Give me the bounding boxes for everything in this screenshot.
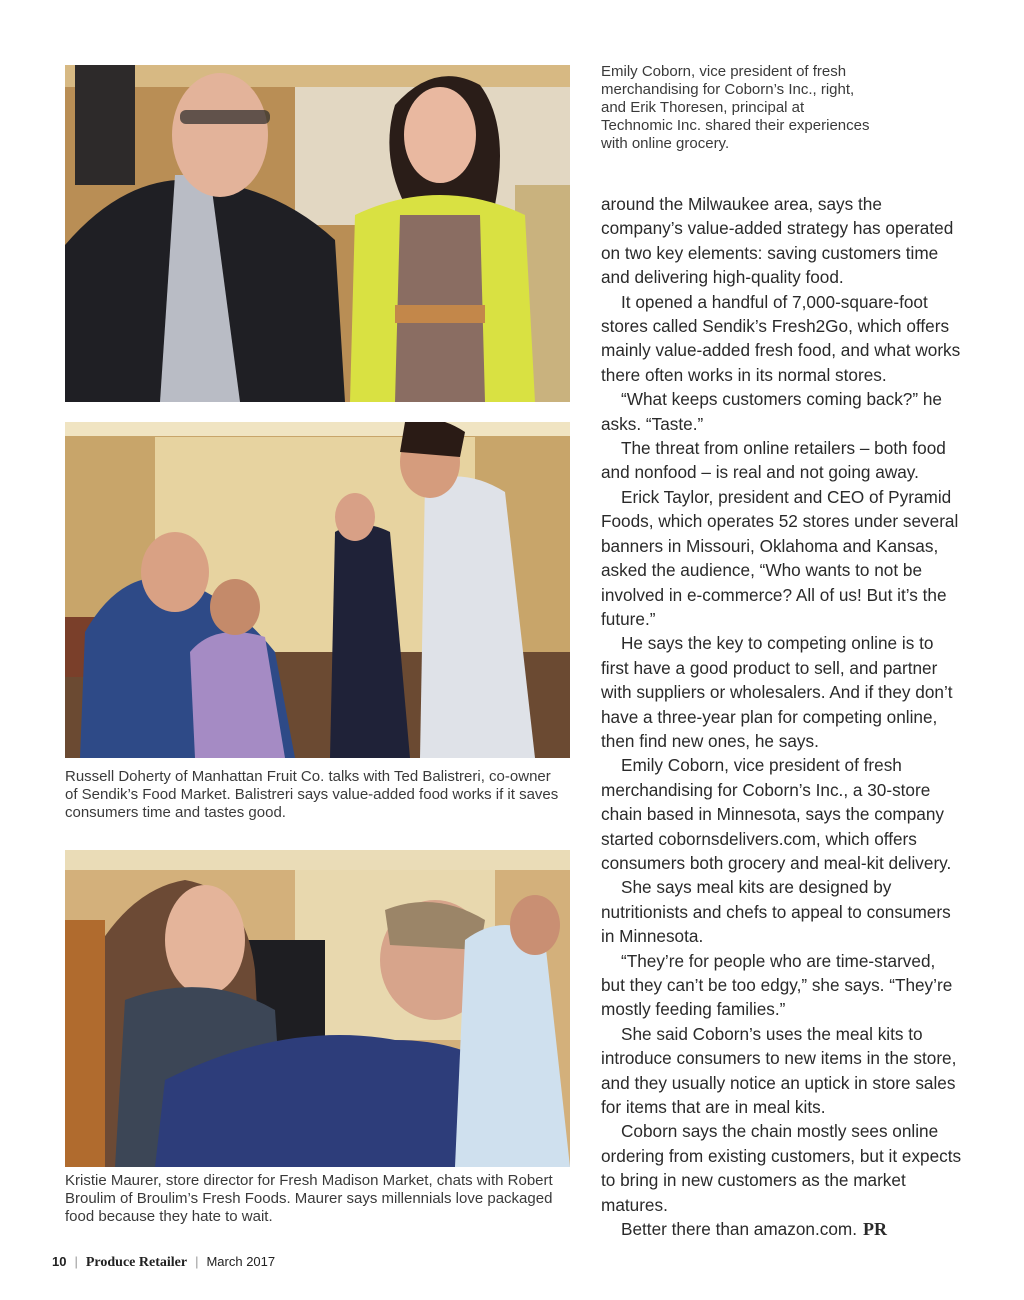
page-number: 10 xyxy=(52,1254,67,1269)
publication-name: Produce Retailer xyxy=(85,1255,188,1270)
article-paragraph: It opened a handful of 7,000-square-foot stores called Sendik’s Fresh2Go, which offers mainly value-added fresh food, and what works there often works in its normal stores. xyxy=(601,291,961,385)
footer-separator: | xyxy=(195,1254,199,1269)
photo-caption-middle: Russell Doherty of Manhattan Fruit Co. talks with Ted Balistreri, co-owner of Sendik’s Food Market. Balistreri says value-added food works if it saves consumers time and tastes good. xyxy=(65,768,559,821)
article-final-paragraph xyxy=(601,1217,963,1241)
end-mark: PR xyxy=(862,1219,887,1240)
article-paragraph: “What keeps customers coming back?” he asks. “Taste.” xyxy=(601,389,942,434)
article-paragraph: Emily Coborn, vice president of fresh merchandising for Coborn’s Inc., a 30-store chain based in Minnesota, says the company started cobornsdelivers.com, which offers consumers both grocery and meal-kit delivery. xyxy=(601,755,952,873)
article-final-text: Better there than amazon.com. xyxy=(621,1219,857,1240)
article-body xyxy=(601,192,963,1241)
photo-coborn-thoresen xyxy=(65,65,570,402)
issue-date: March 2017 xyxy=(206,1254,276,1269)
article-paragraph: The threat from online retailers – both food and nonfood – is real and not going away. xyxy=(601,438,946,483)
photo-maurer-broulim xyxy=(65,850,570,1167)
article-paragraph: around the Milwaukee area, says the company’s value-added strategy has operated on two key elements: saving customers time and delivering high-quality food. xyxy=(601,194,954,288)
footer-separator: | xyxy=(74,1254,78,1269)
article-paragraph: “They’re for people who are time-starved, but they can’t be too edgy,” she says. “They’re mostly feeding families.” xyxy=(601,950,953,1020)
photo-doherty-balistreri xyxy=(65,422,570,758)
article-paragraph: Erick Taylor, president and CEO of Pyramid Foods, which operates 52 stores under several banners in Missouri, Oklahoma and Kansas, asked the audience, “Who wants to not be involved in e-commerce? All of us! But it’s the future.” xyxy=(601,486,959,629)
article-paragraph: She says meal kits are designed by nutritionists and chefs to appeal to consumers in Minnesota. xyxy=(601,877,951,947)
photo-caption-bottom: Kristie Maurer, store director for Fresh Madison Market, chats with Robert Broulim of Broulim’s Fresh Foods. Maurer says millennials love packaged food because they hate to wait. xyxy=(65,1172,553,1225)
article-paragraph: She said Coborn’s uses the meal kits to introduce consumers to new items in the store, and they usually notice an uptick in store sales for items that are in meal kits. xyxy=(601,1023,957,1118)
page-footer xyxy=(52,1254,275,1271)
photo-caption-top: Emily Coborn, vice president of fresh merchandising for Coborn’s Inc., right, and Erik Thoresen, principal at Technomic Inc. shared their experiences with online grocery. xyxy=(601,63,870,152)
article-paragraph: He says the key to competing online is to first have a good product to sell, and partner with suppliers or wholesalers. And if they don’t have a three-year plan for competing online, then find new ones, he says. xyxy=(601,633,953,751)
article-paragraph: Coborn says the chain mostly sees online ordering from existing customers, but it expects to bring in new customers as the market matures. xyxy=(601,1121,962,1215)
